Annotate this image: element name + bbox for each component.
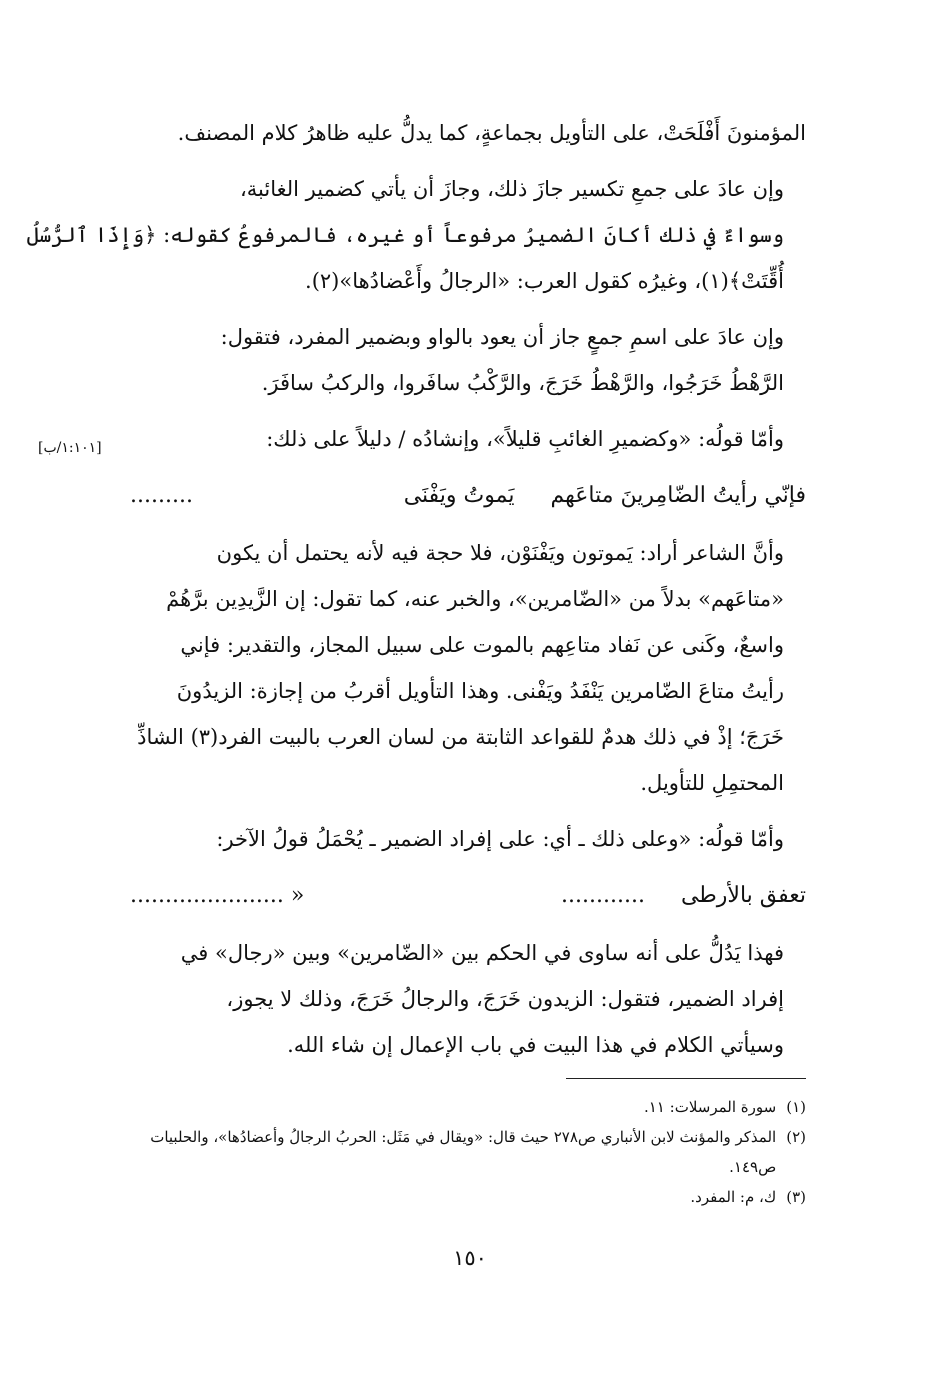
paragraph-3 [130,314,806,406]
verse-hemistich-first [561,872,806,920]
text-line: وسواءٌ في ذلك أكانَ الضميرُ مرفوعاً أو غيره، فالمرفوعُ كقوله: ﴿وَإِذَا ٱلرُّسُلُ [26,223,784,247]
paragraph-2 [26,166,806,304]
verse-ellipsis: ............ [561,883,645,908]
footnote-text: ك، م: المفرد. [690,1188,777,1206]
paragraph-7 [130,930,806,1068]
text-line: أُقِّتَتْ﴾(١)، وغيرُه كقول العرب: «الرجالُ وأَعْضادُها»(٢). [305,269,784,293]
verse-text: تعفق بالأرطى [680,883,806,908]
text-line: رأيتُ متاعَ الضّامرين يَنْفَدُ ويَفْنى. وهذا التأويل أقربُ من إجازة: الزيدُونَ [176,679,784,703]
text-line: «متاعَهم» بدلاً من «الضّامرين»، والخبر عنه، كما تقول: إن الزَّيدِين برَّهُمْ [166,587,784,611]
verse-ellipsis: ......... [130,483,193,508]
footnote-number: (١) [786,1098,806,1116]
text-line: خَرَجَ؛ إذْ في ذلك هدمٌ للقواعد الثابتة من لسان العرب بالبيت الفرد(٣) الشاذِّ [137,725,784,749]
verse-hemistich-first [404,472,806,520]
footnote-text: المذكر والمؤنث لابن الأنباري ص٢٧٨ حيث قال: «ويقال في مَثَل: الحربُ الرجالُ وأعضادُها»، والحلبيات ص١٤٩. [150,1128,777,1176]
text-line: وأمّا قولُه: «وعلى ذلك ـ أي: على إفراد الضمير ـ يُحْمَلُ قولُ الآخر: [216,827,784,851]
footnote-separator [566,1078,806,1079]
text-line: المؤمنونَ أَفْلَحَتْ، على التأويل بجماعةٍ، كما يدلُّ عليه ظاهرُ كلام المصنف. [177,121,806,145]
verse-line-1 [130,472,806,520]
text-line: وأمّا قولُه: «وكضميرِ الغائبِ قليلاً»، وإنشادُه / دليلاً على ذلك: [266,427,784,451]
text-line: المحتمِلِ للتأويل. [640,771,784,795]
paragraph-4 [130,416,806,462]
text-line: إفراد الضمير، فتقول: الزيدون خَرَجَ، والرجالُ خَرَجَ، وذلك لا يجوز، [226,987,784,1011]
text-line: وإن عادَ على جمعِ تكسير جازَ ذلك، وجازَ أن يأتي كضمير الغائبة، [239,177,784,201]
footnote-text: سورة المرسلات: ١١. [643,1098,777,1116]
footnotes [130,1092,806,1212]
verse-text: يَموتُ ويَفْنَى [403,483,515,508]
text-line: وأنَّ الشاعر أراد: يَموتون ويَفْنَوْن، فلا حجة فيه لأنه يحتمل أن يكون [216,541,784,565]
verse-ellipsis-end: « ...................... [130,883,305,908]
verse-text: فإنّي رأيتُ الضّامِرينَ متاعَهم [550,483,806,508]
paragraph-1 [130,110,806,156]
paragraph-5 [130,530,806,806]
text-line: فهذا يَدُلُّ على أنه ساوى في الحكم بين «الضّامرين» وبين «رجال» في [180,941,784,965]
paragraph-6 [130,816,806,862]
text-line: الرَّهْطُ خَرَجُوا، والرَّهْطُ خَرَجَ، والرَّكْبُ سافَروا، والركبُ سافَرَ. [261,371,784,395]
text-line: واسعٌ، وكَنى عن نَفاد متاعِهم بالموت على سبيل المجاز، والتقدير: فإني [180,633,784,657]
text-line: وإن عادَ على اسمِ جمعٍ جاز أن يعود بالواو وبضمير المفرد، فتقول: [220,325,784,349]
manuscript-folio-reference: [١:١٠١/ب] [38,440,102,456]
footnote-3 [130,1182,806,1212]
verse-line-2 [130,872,806,920]
footnote-number: (٢) [786,1128,806,1146]
footnote-1 [130,1092,806,1122]
page-number: ١٥٠ [453,1246,487,1270]
footnote-2 [130,1122,806,1182]
footnote-number: (٣) [786,1188,806,1206]
text-line: وسيأتي الكلام في هذا البيت في باب الإعمال إن شاء الله. [287,1033,784,1057]
